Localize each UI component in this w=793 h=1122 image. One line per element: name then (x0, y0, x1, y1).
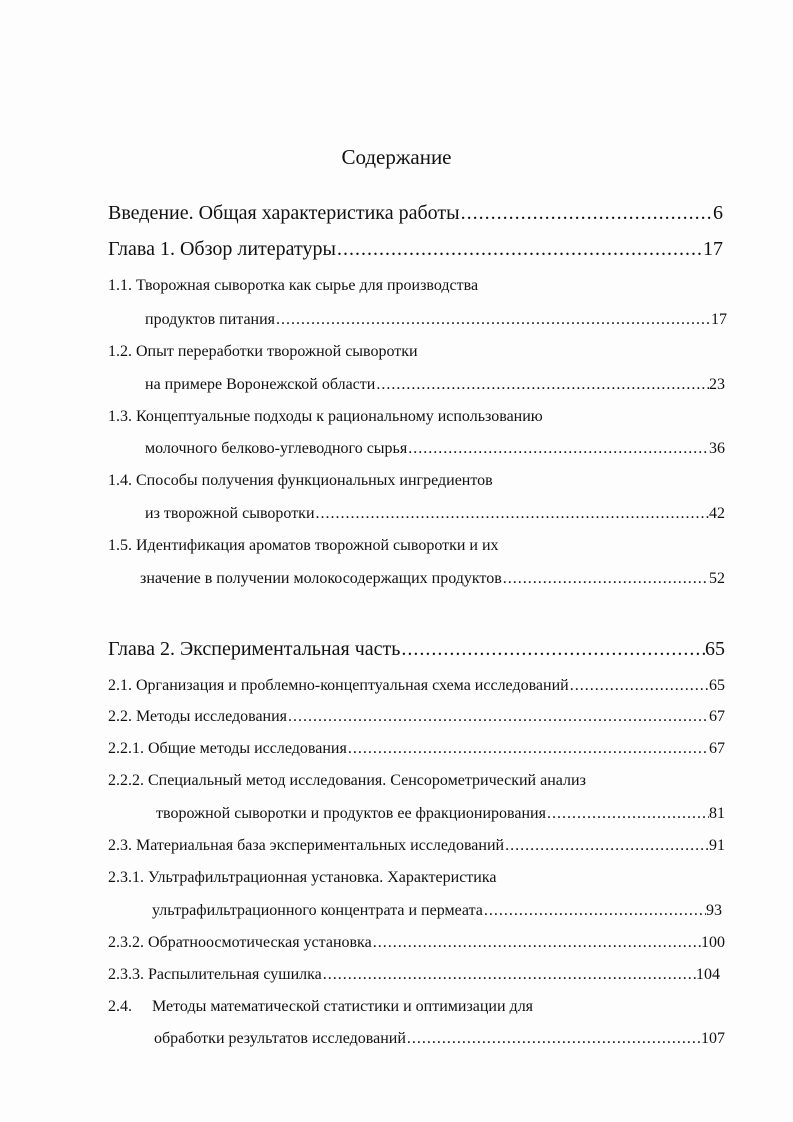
leader-dots (287, 708, 709, 726)
toc-entry-1-5 (108, 537, 723, 555)
toc-page-number: 93 (706, 902, 722, 919)
page-title: Содержание (341, 145, 452, 169)
leader-dots (546, 805, 709, 823)
toc-entry-2-3-1-cont (152, 902, 722, 920)
toc-entry-2-2-2-cont (156, 805, 725, 823)
toc-entry-1-1-cont (145, 311, 727, 329)
leader-dots (407, 440, 709, 458)
toc-entry-text: значение в получении молокосодержащих продуктов (140, 570, 502, 587)
toc-entry-text: продуктов питания (145, 311, 276, 328)
toc-page-number: 6 (713, 202, 723, 224)
toc-entry-text: на примере Воронежской области (145, 376, 376, 393)
toc-entry-2-2-1 (108, 740, 725, 758)
toc-page-number: 67 (709, 740, 725, 757)
toc-entry-text: 1.4. Способы получения функциональных ингредиентов (108, 472, 493, 489)
leader-dots (347, 740, 709, 758)
leader-dots (275, 311, 711, 329)
toc-entry-text: 2.3.2. Обратноосмотическая установка (108, 934, 372, 951)
toc-page-number: 65 (709, 677, 725, 694)
toc-entry-2-3-3 (108, 966, 720, 984)
toc-entry-text: 1.2. Опыт переработки творожной сыворотки (108, 343, 418, 360)
leader-dots (483, 902, 706, 920)
toc-entry-text: обработки результатов исследований (154, 1030, 406, 1047)
leader-dots (375, 376, 709, 394)
toc-entry-chapter-1 (108, 238, 723, 261)
toc-page-number: 23 (709, 376, 725, 393)
toc-entry-text: 1.5. Идентификация ароматов творожной сыворотки и их (108, 537, 499, 554)
toc-entry-introduction (108, 202, 723, 225)
toc-page-number: 67 (709, 708, 725, 725)
toc-page-number: 17 (703, 238, 723, 260)
leader-dots (502, 570, 709, 588)
toc-page-number: 52 (709, 570, 725, 587)
toc-entry-text: 2.2. Методы исследования (108, 708, 288, 725)
leader-dots (460, 202, 713, 225)
toc-entry-2-4-cont (154, 1030, 725, 1048)
leader-dots (372, 934, 701, 952)
toc-page-number: 17 (711, 311, 727, 328)
toc-page-number: 104 (696, 966, 720, 983)
toc-entry-1-3-cont (145, 440, 725, 458)
leader-dots (315, 505, 709, 523)
toc-entry-text: Введение. Общая характеристика работы (108, 202, 460, 224)
leader-dots (504, 837, 709, 855)
toc-entry-text: 2.3. Материальная база экспериментальных исследований (108, 837, 505, 854)
toc-entry-1-2-cont (145, 376, 725, 394)
toc-entry-2-3-2 (108, 934, 725, 952)
toc-page-number: 42 (709, 505, 725, 522)
toc-entry-text: 1.3. Концептуальные подходы к рациональному использованию (108, 408, 543, 425)
toc-entry-text: из творожной сыворотки (145, 505, 315, 522)
toc-entry-2-3 (108, 837, 725, 855)
toc-page-number: 100 (701, 934, 725, 951)
toc-entry-text: 1.1. Творожная сыворотка как сырье для производства (108, 277, 479, 294)
toc-entry-text: 2.3.3. Распылительная сушилка (108, 966, 322, 983)
toc-entry-1-5-cont (140, 570, 725, 588)
toc-entry-text: 2.2.1. Общие методы исследования (108, 740, 347, 757)
toc-entry-2-2-2 (108, 772, 725, 790)
toc-entry-2-3-1 (108, 869, 725, 887)
toc-page-number: 107 (701, 1030, 725, 1047)
toc-entry-text: Глава 2. Экспериментальная часть (108, 638, 401, 660)
leader-dots (336, 238, 703, 261)
toc-entry-1-4-cont (145, 505, 725, 523)
toc-entry-2-4 (108, 998, 725, 1016)
leader-dots (406, 1030, 701, 1048)
toc-entry-1-2 (108, 343, 723, 361)
toc-entry-2-1 (108, 677, 725, 695)
toc-entry-2-2 (108, 708, 725, 726)
leader-dots (569, 677, 709, 695)
toc-entry-1-1 (108, 277, 723, 295)
toc-entry-text: 2.4. Методы математической статистики и оптимизации для (108, 998, 534, 1015)
toc-entry-text: ультрафильтрационного концентрата и пермеата (152, 902, 483, 919)
leader-dots (322, 966, 696, 984)
toc-entry-text: творожной сыворотки и продуктов ее фракционирования (156, 805, 546, 822)
toc-page-number: 65 (705, 638, 725, 660)
toc-entry-text: молочного белково-углеводного сырья (145, 440, 408, 457)
toc-entry-text: 2.2.2. Специальный метод исследования. Сенсорометрический анализ (108, 772, 586, 789)
toc-entry-chapter-2 (108, 638, 725, 661)
leader-dots (400, 638, 705, 661)
toc-page-number: 91 (709, 837, 725, 854)
toc-entry-1-3 (108, 408, 723, 426)
toc-entry-1-4 (108, 472, 723, 490)
toc-page-number: 36 (709, 440, 725, 457)
toc-entry-text: 2.3.1. Ультрафильтрационная установка. Характеристика (108, 869, 497, 886)
toc-entry-text: Глава 1. Обзор литературы (108, 238, 336, 260)
toc-page-number: 81 (709, 805, 725, 822)
toc-entry-text: 2.1. Организация и проблемно-концептуальная схема исследований (108, 677, 569, 694)
